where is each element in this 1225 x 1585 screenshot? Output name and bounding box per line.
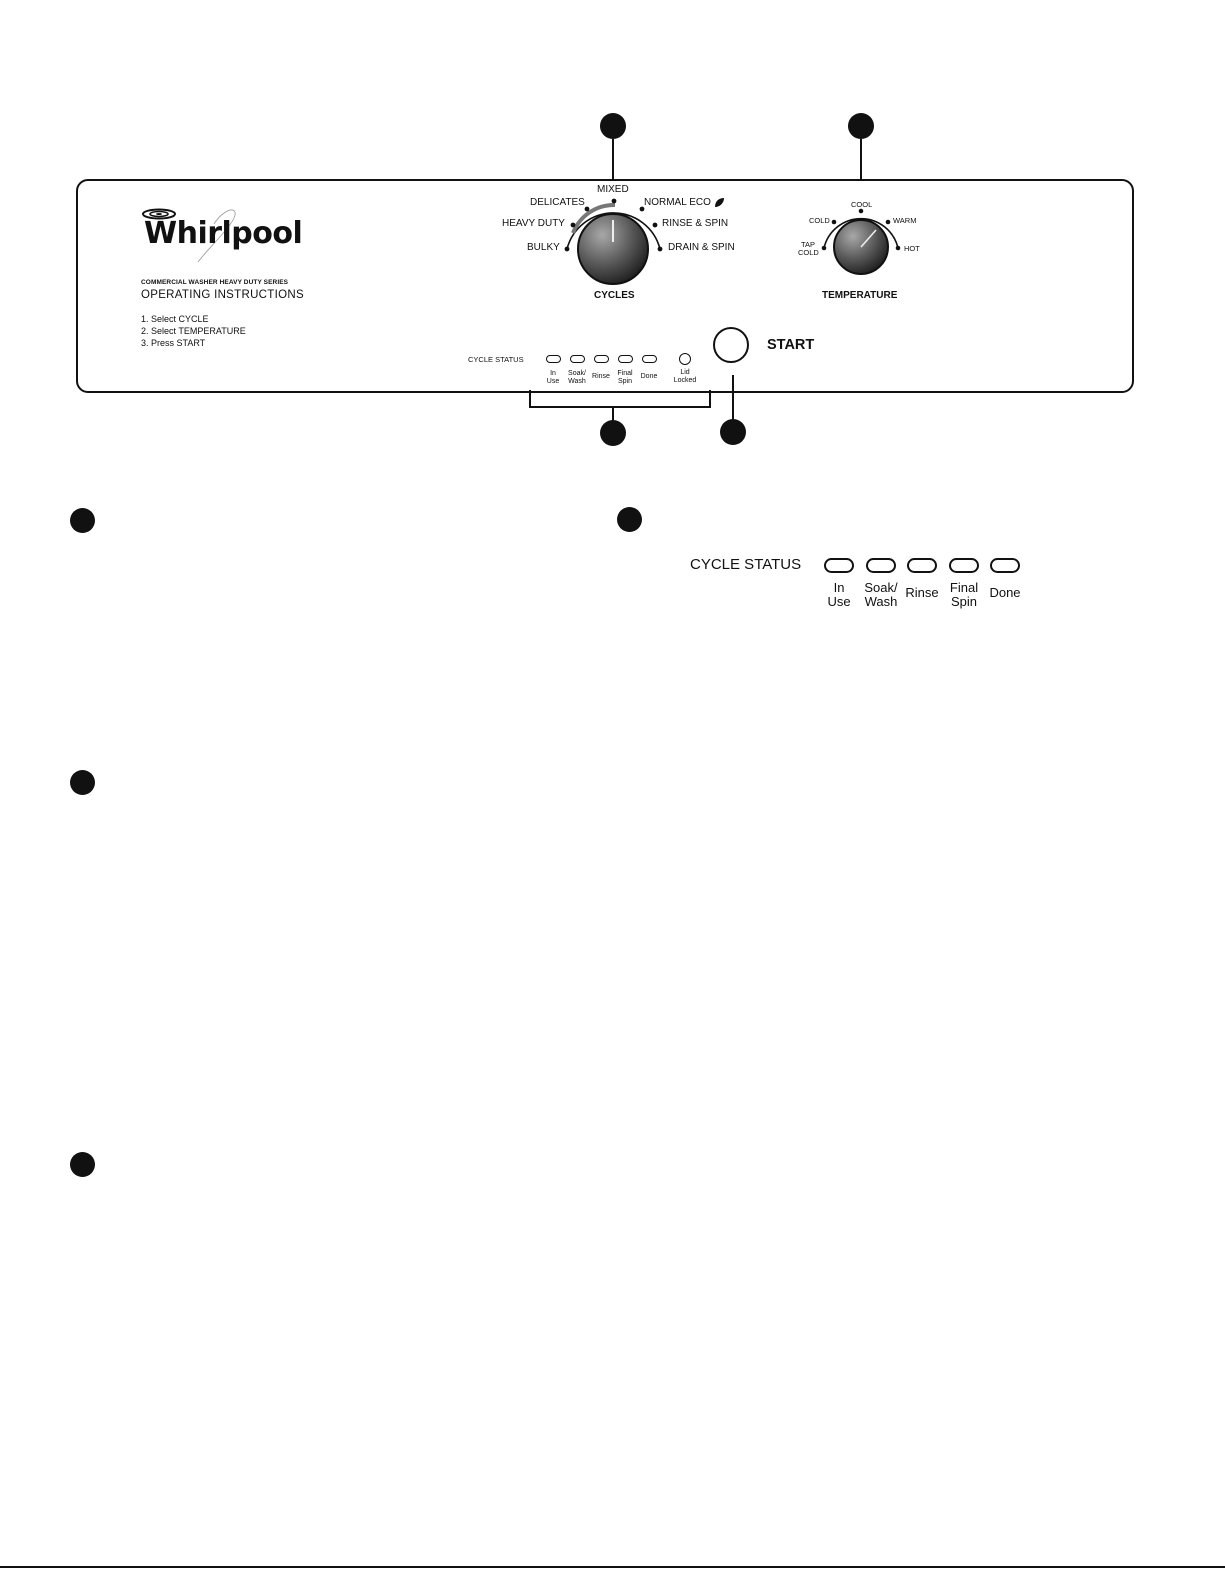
detail-caption-soak-wash: Soak/ Wash (864, 580, 898, 609)
cycle-option-normal-eco: NORMAL ECO (644, 197, 711, 208)
callout-marker-cycle-status (600, 420, 626, 446)
status-light-caption-in-use: In Use (546, 370, 560, 385)
temp-option-cool: COOL (851, 200, 873, 209)
callout-leader-cycles (612, 139, 614, 179)
start-button[interactable] (713, 327, 749, 363)
cycle-status-bracket (529, 390, 711, 408)
start-label: START (767, 337, 815, 353)
callout-leader-temperature (860, 139, 862, 179)
callout-marker-start (720, 419, 746, 445)
cycle-option-heavy-duty: HEAVY DUTY (502, 218, 565, 229)
temp-option-tap-line2: COLD (798, 248, 819, 257)
section-marker-3 (70, 770, 95, 795)
section-marker-4 (70, 1152, 95, 1177)
section-marker-2 (617, 507, 642, 532)
status-light-caption-done: Done (640, 373, 658, 380)
status-light-rinse (594, 355, 609, 363)
section-marker-1 (70, 508, 95, 533)
instruction-step-2: 2. Select TEMPERATURE (141, 326, 246, 336)
cycle-option-rinse-spin: RINSE & SPIN (662, 218, 729, 229)
status-light-caption-rinse: Rinse (592, 373, 610, 380)
detail-light-final-spin (949, 558, 979, 573)
instructions-heading: OPERATING INSTRUCTIONS (141, 289, 304, 301)
cycles-knob[interactable] (576, 212, 650, 286)
status-light-done (642, 355, 657, 363)
detail-caption-final-spin: Final Spin (949, 580, 979, 609)
status-light-caption-soak-wash: Soak/ Wash (568, 370, 586, 385)
status-light-in-use (546, 355, 561, 363)
detail-caption-rinse: Rinse (905, 585, 939, 600)
brand-logo: Whirlpool (144, 216, 303, 251)
detail-light-done (990, 558, 1020, 573)
series-label: COMMERCIAL WASHER HEAVY DUTY SERIES (141, 279, 289, 286)
temp-option-warm: WARM (893, 216, 917, 225)
detail-caption-in-use: In Use (827, 580, 851, 609)
detail-caption-done: Done (989, 585, 1021, 600)
cycle-option-delicates: DELICATES (530, 197, 585, 208)
status-light-soak-wash (570, 355, 585, 363)
status-light-final-spin (618, 355, 633, 363)
instruction-step-3: 3. Press START (141, 338, 206, 348)
temp-option-tap-line1: TAP (801, 240, 816, 249)
lid-locked-caption: Lid Locked (673, 369, 697, 384)
detail-light-rinse (907, 558, 937, 573)
temp-option-hot: HOT (904, 244, 920, 253)
callout-marker-temperature (848, 113, 874, 139)
status-light-caption-final-spin: Final Spin (617, 370, 633, 385)
detail-light-soak-wash (866, 558, 896, 573)
temperature-title: TEMPERATURE (822, 290, 898, 301)
cycle-option-bulky: BULKY (527, 242, 560, 253)
cycle-option-mixed: MIXED (597, 184, 629, 195)
page-bottom-rule (0, 1566, 1225, 1568)
lid-locked-light (679, 353, 691, 365)
cycle-option-drain-spin: DRAIN & SPIN (668, 242, 735, 253)
temperature-knob[interactable] (832, 218, 890, 276)
temp-option-cold: COLD (809, 216, 830, 225)
detail-light-in-use (824, 558, 854, 573)
callout-leader-start (732, 375, 734, 420)
leaf-icon (714, 197, 725, 208)
instruction-step-1: 1. Select CYCLE (141, 314, 209, 324)
cycles-title: CYCLES (594, 290, 635, 301)
callout-marker-cycles (600, 113, 626, 139)
cycle-status-label: CYCLE STATUS (468, 355, 524, 364)
detail-cycle-status-label: CYCLE STATUS (690, 556, 802, 573)
